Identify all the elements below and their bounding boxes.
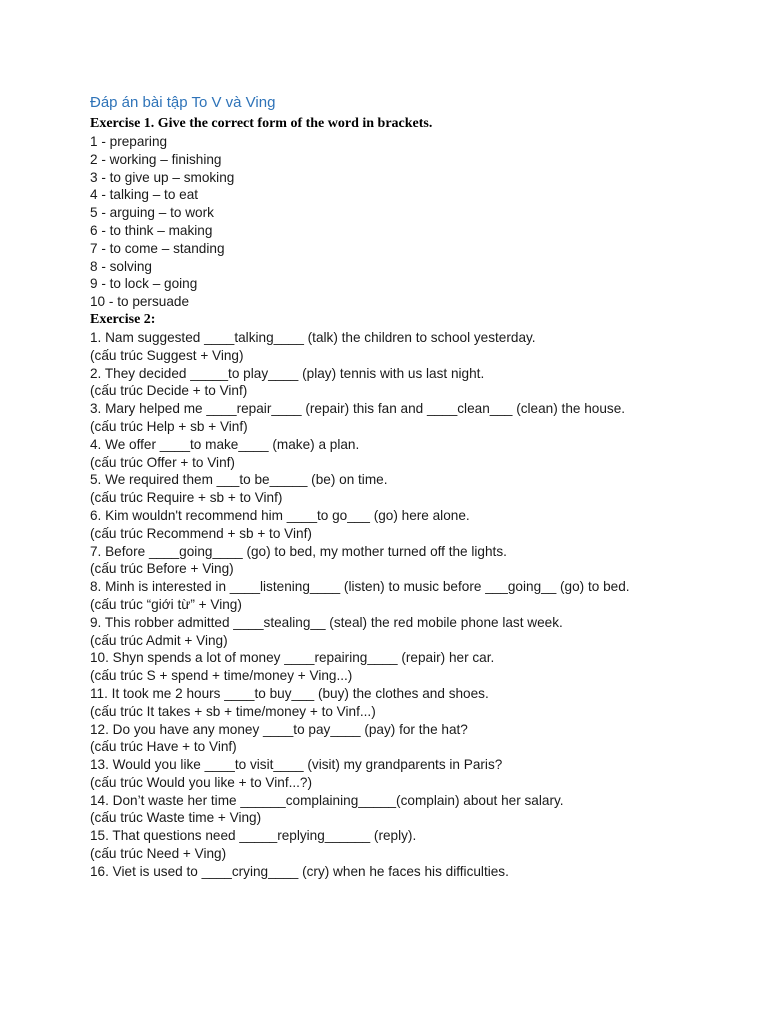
- structure-note: (cấu trúc “giới từ” + Ving): [90, 596, 242, 612]
- exercise-sentence: 7. Before ____going____ (go) to bed, my mother turned off the lights.: [90, 543, 507, 559]
- answer-item: 1 - preparing: [90, 134, 168, 149]
- document-page: [90, 93, 676, 881]
- exercise-sentence: 3. Mary helped me ____repair____ (repair) this fan and ____clean___ (clean) the house.: [90, 401, 626, 417]
- exercise-sentence: 12. Do you have any money ____to pay____ (pay) for the hat?: [90, 721, 468, 737]
- exercise-sentence: 2. They decided _____to play____ (play) tennis with us last night.: [90, 365, 485, 381]
- answer-item: 7 - to come – standing: [90, 240, 225, 256]
- structure-note: (cấu trúc Waste time + Ving): [90, 810, 262, 826]
- structure-note: (cấu trúc Would you like + to Vinf...?): [90, 774, 313, 790]
- exercise-sentence: 9. This robber admitted ____stealing__ (steal) the red mobile phone last week.: [90, 614, 563, 630]
- exercise-sentence: 5. We required them ___to be_____ (be) on time.: [90, 472, 388, 488]
- structure-note: (cấu trúc Decide + to Vinf): [90, 383, 248, 399]
- structure-note: (cấu trúc Have + to Vinf): [90, 739, 237, 755]
- structure-note: (cấu trúc Require + sb + to Vinf): [90, 490, 283, 506]
- answer-item: 2 - working – finishing: [90, 151, 222, 167]
- structure-note: (cấu trúc Need + Ving): [90, 846, 227, 862]
- structure-note: (cấu trúc Help + sb + Vinf): [90, 418, 248, 434]
- exercise-sentence: 13. Would you like ____to visit____ (visit) my grandparents in Paris?: [90, 757, 503, 773]
- answer-item: 6 - to think – making: [90, 222, 213, 238]
- answer-item: 9 - to lock – going: [90, 276, 198, 292]
- exercise-sentence: 14. Don’t waste her time ______complaining_____(complain) about her salary.: [90, 792, 564, 808]
- exercise-sentence: 16. Viet is used to ____crying____ (cry) when he faces his difficulties.: [90, 863, 509, 879]
- answer-item: 5 - arguing – to work: [90, 205, 214, 221]
- answer-item: 8 - solving: [90, 258, 152, 274]
- exercise2-heading: Exercise 2:: [90, 311, 156, 327]
- exercise1-answer-list: [90, 133, 676, 311]
- exercise2-list: [90, 329, 676, 881]
- exercise-sentence: 4. We offer ____to make____ (make) a plan.: [90, 436, 360, 452]
- structure-note: (cấu trúc S + spend + time/money + Ving...): [90, 668, 353, 684]
- answer-item: 10 - to persuade: [90, 294, 189, 310]
- exercise-sentence: 10. Shyn spends a lot of money ____repairing____ (repair) her car.: [90, 650, 495, 666]
- structure-note: (cấu trúc Suggest + Ving): [90, 347, 244, 363]
- structure-note: (cấu trúc Before + Ving): [90, 561, 234, 577]
- document-title: Đáp án bài tập To V và Ving: [90, 94, 276, 111]
- structure-note: (cấu trúc Offer + to Vinf): [90, 454, 235, 470]
- structure-note: (cấu trúc It takes + sb + time/money + to Vinf...): [90, 703, 376, 719]
- answer-item: 3 - to give up – smoking: [90, 169, 235, 185]
- answer-item: 4 - talking – to eat: [90, 187, 199, 203]
- exercise-sentence: 15. That questions need _____replying______ (reply).: [90, 828, 417, 844]
- exercise-sentence: 8. Minh is interested in ____listening____ (listen) to music before ___going__ (go) to bed.: [90, 579, 630, 595]
- exercise-sentence: 6. Kim wouldn't recommend him ____to go___ (go) here alone.: [90, 507, 470, 523]
- exercise-sentence: 11. It took me 2 hours ____to buy___ (buy) the clothes and shoes.: [90, 685, 489, 701]
- exercise1-heading: Exercise 1. Give the correct form of the word in brackets.: [90, 116, 433, 131]
- structure-note: (cấu trúc Recommend + sb + to Vinf): [90, 525, 312, 541]
- exercise-sentence: 1. Nam suggested ____talking____ (talk) the children to school yesterday.: [90, 329, 536, 345]
- structure-note: (cấu trúc Admit + Ving): [90, 632, 228, 648]
